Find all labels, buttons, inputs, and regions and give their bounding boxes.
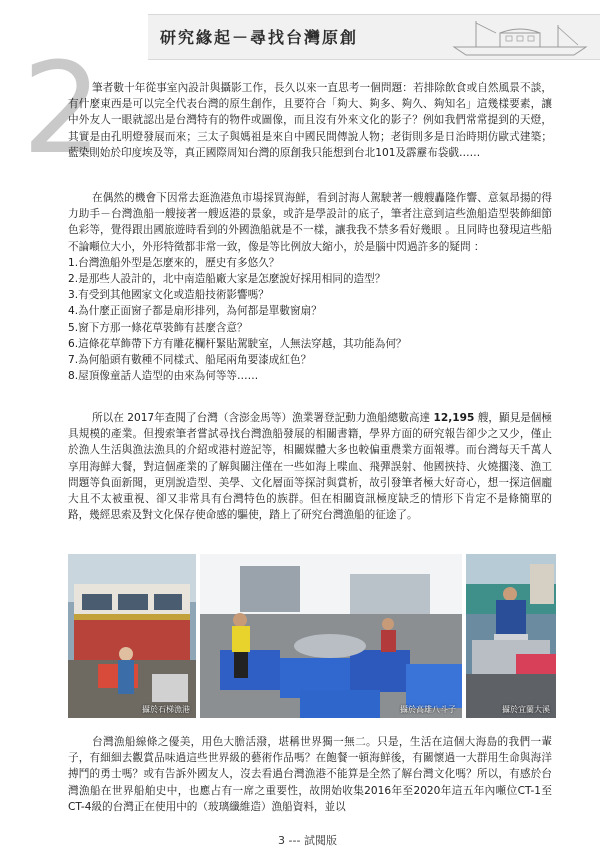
fishing-boat-icon xyxy=(446,17,596,57)
page-title: 研究緣起－尋找台灣原創 xyxy=(160,28,359,47)
photo-caption: 攝於高雄八斗子 xyxy=(400,705,456,714)
paragraph-closing-text: 台灣漁船線條之優美，用色大膽活潑，堪稱世界獨一無二。只是，生活在這個大海島的我們一輩子，有細細去觀賞品味過這些世界級的藝術作品嗎？在飽餐一頓海鮮後，有關懷過一大群用生命與海洋搏鬥的勇士嗎？或有告訴外國友人，沒去看過台灣漁港不能算是全然了解台灣文化嗎？所以，有感於台灣漁船在世界船舶史中，也應占有一席之重要性，故開始收集2016年至2020年這五年內噸位CT-1至CT-4級的台灣正在使用中的（玻璃纖維造）漁船資料，並以 xyxy=(68,736,552,813)
list-item: 2.是那些人設計的，北中南造船廠大家是怎麼說好採用相同的造型？ xyxy=(68,273,386,286)
photo-caption: 攝於石梯漁港 xyxy=(142,705,190,714)
list-item: 5.窗下方那一條花草裝飾有甚麼含意？ xyxy=(68,321,248,334)
paragraph-questions xyxy=(68,190,552,384)
list-item: 7.為何船頭有數種不同樣式、船尾兩角要漆成紅色？ xyxy=(68,354,312,367)
list-item: 3.有受到其他國家文化或造船技術影響嗎？ xyxy=(68,289,269,302)
paragraph-questions-lead: 在偶然的機會下因常去逛漁港魚市場採買海鮮，看到討海人駕駛著一艘艘轟隆作響、意氣昂揚的得力助手－台灣漁船一艘接著一艘返港的景象，或許是學設計的底子，筆者注意到這些漁船造型裝飾細節色彩等，覺得跟出國旅遊時看到的外國漁船就是不一樣，讓我我不禁多看好幾眼 。且同時也發現這些船不論噸位大小，外形特徵都非常一致，像是等比例放大縮小，於是腦中閃過許多的疑問 ： xyxy=(68,192,552,253)
question-list xyxy=(68,255,552,385)
photo-yilan-daxi xyxy=(466,554,556,718)
paragraph-research-text xyxy=(68,410,552,523)
paragraph-research xyxy=(68,410,552,523)
photo-caption: 攝於宜蘭大溪 xyxy=(502,705,550,714)
paragraph-intro xyxy=(68,80,552,161)
photo-shitī-harbor xyxy=(68,554,196,718)
paragraph-intro-text: 筆者數十年從事室內設計與攝影工作，長久以來一直思考一個問題：若排除飲食或自然風景不談，有什麼東西是可以完全代表台灣的原生創作，且要符合「夠大、夠多、夠久、夠知名」這幾樣要素，讓中外友人一眼就認出是台灣特有的物件或圖像，而且沒有外來文化的影子？例如我們常常提到的天燈，其實是由孔明燈發展而來；三太子與媽祖是來自中國民間傳說人物；老街則多是日治時期仿歐式建築；藍染則始於印度埃及等，真正國際周知台灣的原創我只能想到台北101及霹靂布袋戲…… xyxy=(68,82,552,159)
list-item: 1.台灣漁船外型是怎麼來的，歷史有多悠久？ xyxy=(68,256,280,269)
paragraph-closing xyxy=(68,734,552,815)
page-footer: 3 --- 試閱版 xyxy=(278,834,337,847)
list-item: 6.這條花草飾帶下方有雕花欄杆緊貼駕駛室，人無法穿越，其功能為何？ xyxy=(68,337,407,350)
list-item: 8.屋頂像童話人造型的由來為何等等…… xyxy=(68,370,259,383)
header-banner xyxy=(148,14,600,60)
boat-count: 12,195 xyxy=(433,412,475,424)
photo-kaohsiung-market xyxy=(200,554,462,718)
research-text-before: 所以在 2017年查閱了台灣（含澎金馬等）漁業署登記動力漁船總數高達 xyxy=(92,412,431,424)
list-item: 4.為什麼正面窗子都是扇形排列，為何都是單數窗扇？ xyxy=(68,305,322,318)
research-text-after: 艘，顯見是個極具規模的產業。但搜索筆者嘗試尋找台灣漁船發展的相關書籍，學界方面的研究報告卻少之又少，僅止於漁人生活與漁法漁具的介紹或港村遊記等，相關媒體大多也較偏重農業方面報導。而台灣每天千萬人享用海鮮大餐，對這個產業的了解與關注僅在一些如海上喋血、飛彈誤射、他國挾持、火燒擱淺、漁工問題等負面新聞，更別說造型、美學、文化層面等探討與賞析，故引發筆者極大好奇心，想一探這個龐大且不太被重視、卻又非常具有台灣特色的族群。但在相關資訊極度缺乏的情形下肯定不是條簡單的路，幾經思索及對文化保存使命感的驅使，踏上了研究台灣漁船的征途了。 xyxy=(68,412,553,522)
chapter-number: 2 xyxy=(22,35,103,182)
